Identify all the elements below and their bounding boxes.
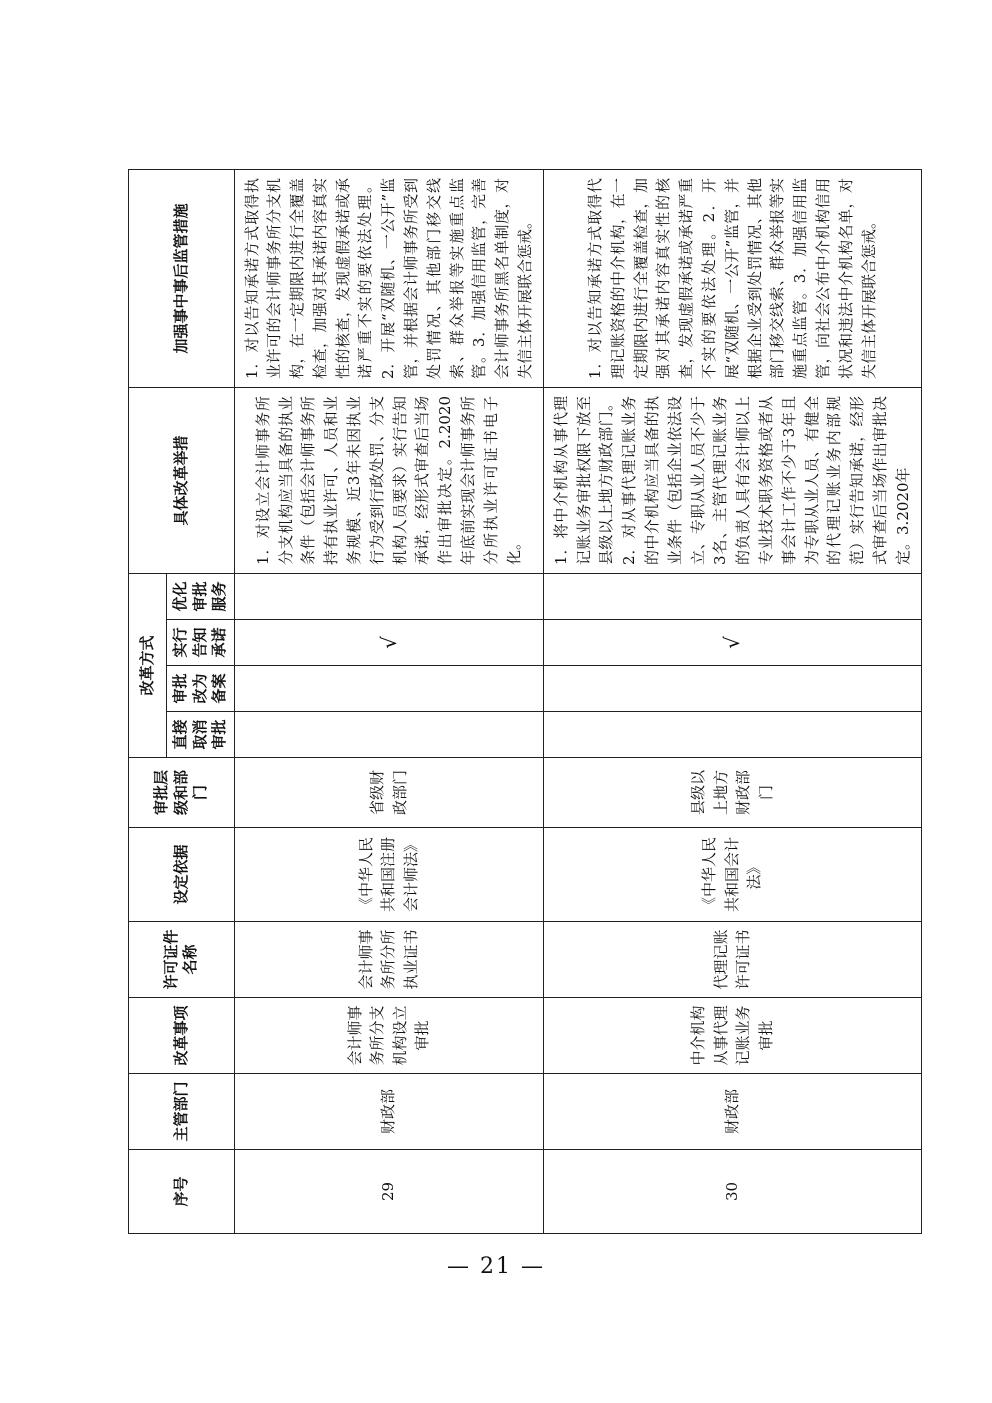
row-supervision: 1．对以告知承诺方式取得执业许可的会计师事务所分支机构，在一定期限内进行全覆盖检查，加强对其承诺内容真实性的核查，发现虚假承诺或承诺严重不实的要依法处理。2．开展“双随机、一公开”监管，并根据会计师事务所受到处罚情况、其他部门移交线索、群众举报等实施重点监管。3．加强信用监管，完善会计师事务所黑名单制度，对失信主体开展联合惩戒。 — [234, 169, 543, 387]
header-item: 改革事项 — [129, 998, 235, 1074]
page-number: — 21 — — [447, 1254, 545, 1279]
header-mode-record: 审批改为备案 — [167, 666, 235, 712]
row-mode-optimize — [234, 573, 543, 619]
header-seq: 序号 — [129, 1150, 235, 1234]
row-mode-record — [543, 666, 921, 712]
header-mode-promise: 实行告知承诺 — [167, 620, 235, 666]
row-mode-promise: √ — [234, 620, 543, 666]
row-measures: 1．对设立会计师事务所分支机构应当具备的执业条件（包括会计师事务所持有执业许可、人员和业务规模、近3年未因执业行为受到行政处罚、分支机构人员要求）实行告知承诺，经形式审查后当场作出审批决定。2.2020年底前实现会计师事务所分所执业许可证书电子化。 — [234, 387, 543, 573]
row-license: 代理记账许可证书 — [543, 922, 921, 998]
reform-table — [128, 169, 922, 1234]
row-level: 县级以上地方财政部门 — [543, 758, 921, 828]
row-item: 中介机构从事代理记账业务审批 — [543, 998, 921, 1074]
row-mode-promise: √ — [543, 620, 921, 666]
header-mode-cancel: 直接取消审批 — [167, 712, 235, 758]
row-dept: 财政部 — [234, 1074, 543, 1150]
row-level: 省级财政部门 — [234, 758, 543, 828]
header-basis: 设定依据 — [129, 828, 235, 922]
row-mode-optimize — [543, 573, 921, 619]
table-row — [543, 169, 921, 1233]
row-license: 会计师事务所分所执业证书 — [234, 922, 543, 998]
row-mode-record — [234, 666, 543, 712]
header-row-top — [129, 169, 167, 1233]
header-level: 审批层级和部门 — [129, 758, 235, 828]
header-mode-optimize: 优化审批服务 — [167, 573, 235, 619]
row-seq: 29 — [234, 1150, 543, 1234]
header-mode: 改革方式 — [129, 573, 167, 757]
row-dept: 财政部 — [543, 1074, 921, 1150]
row-mode-cancel — [543, 712, 921, 758]
table-row — [234, 169, 543, 1233]
row-item: 会计师事务所分支机构设立审批 — [234, 998, 543, 1074]
header-measures: 具体改革举措 — [129, 387, 235, 573]
row-mode-cancel — [234, 712, 543, 758]
row-supervision: 1．对以告知承诺方式取得代理记账资格的中介机构，在一定期限内进行全覆盖检查，加强对其承诺内容真实性的核查，发现虚假承诺或承诺严重不实的要依法处理。2．开展“双随机、一公开”监管，并根据企业受到处罚情况、其他部门移交线索、群众举报等实施重点监管。3．加强信用监管，向社会公布中介机构信用状况和违法中介机构名单，对失信主体开展联合惩戒。 — [543, 169, 921, 387]
header-supervision: 加强事中事后监管措施 — [129, 169, 235, 387]
row-measures: 1．将中介机构从事代理记账业务审批权限下放至县级以上地方财政部门。2．对从事代理记账业务的中介机构应当具备的执业条件（包括企业依法设立、专职从业人员不少于3名、主管代理记账业务的负责人具有会计师以上专业技术职务资格或者从事会计工作不少于3年且为专职从业人员、有健全的代理记账业务内部规范）实行告知承诺，经形式审查后当场作出审批决定。3.2020年 — [543, 387, 921, 573]
rotated-table-wrapper — [128, 170, 912, 1234]
header-dept: 主管部门 — [129, 1074, 235, 1150]
header-license: 许可证件名称 — [129, 922, 235, 998]
row-basis: 《中华人民共和国会计法》 — [543, 828, 921, 922]
row-seq: 30 — [543, 1150, 921, 1234]
row-basis: 《中华人民共和国注册会计师法》 — [234, 828, 543, 922]
